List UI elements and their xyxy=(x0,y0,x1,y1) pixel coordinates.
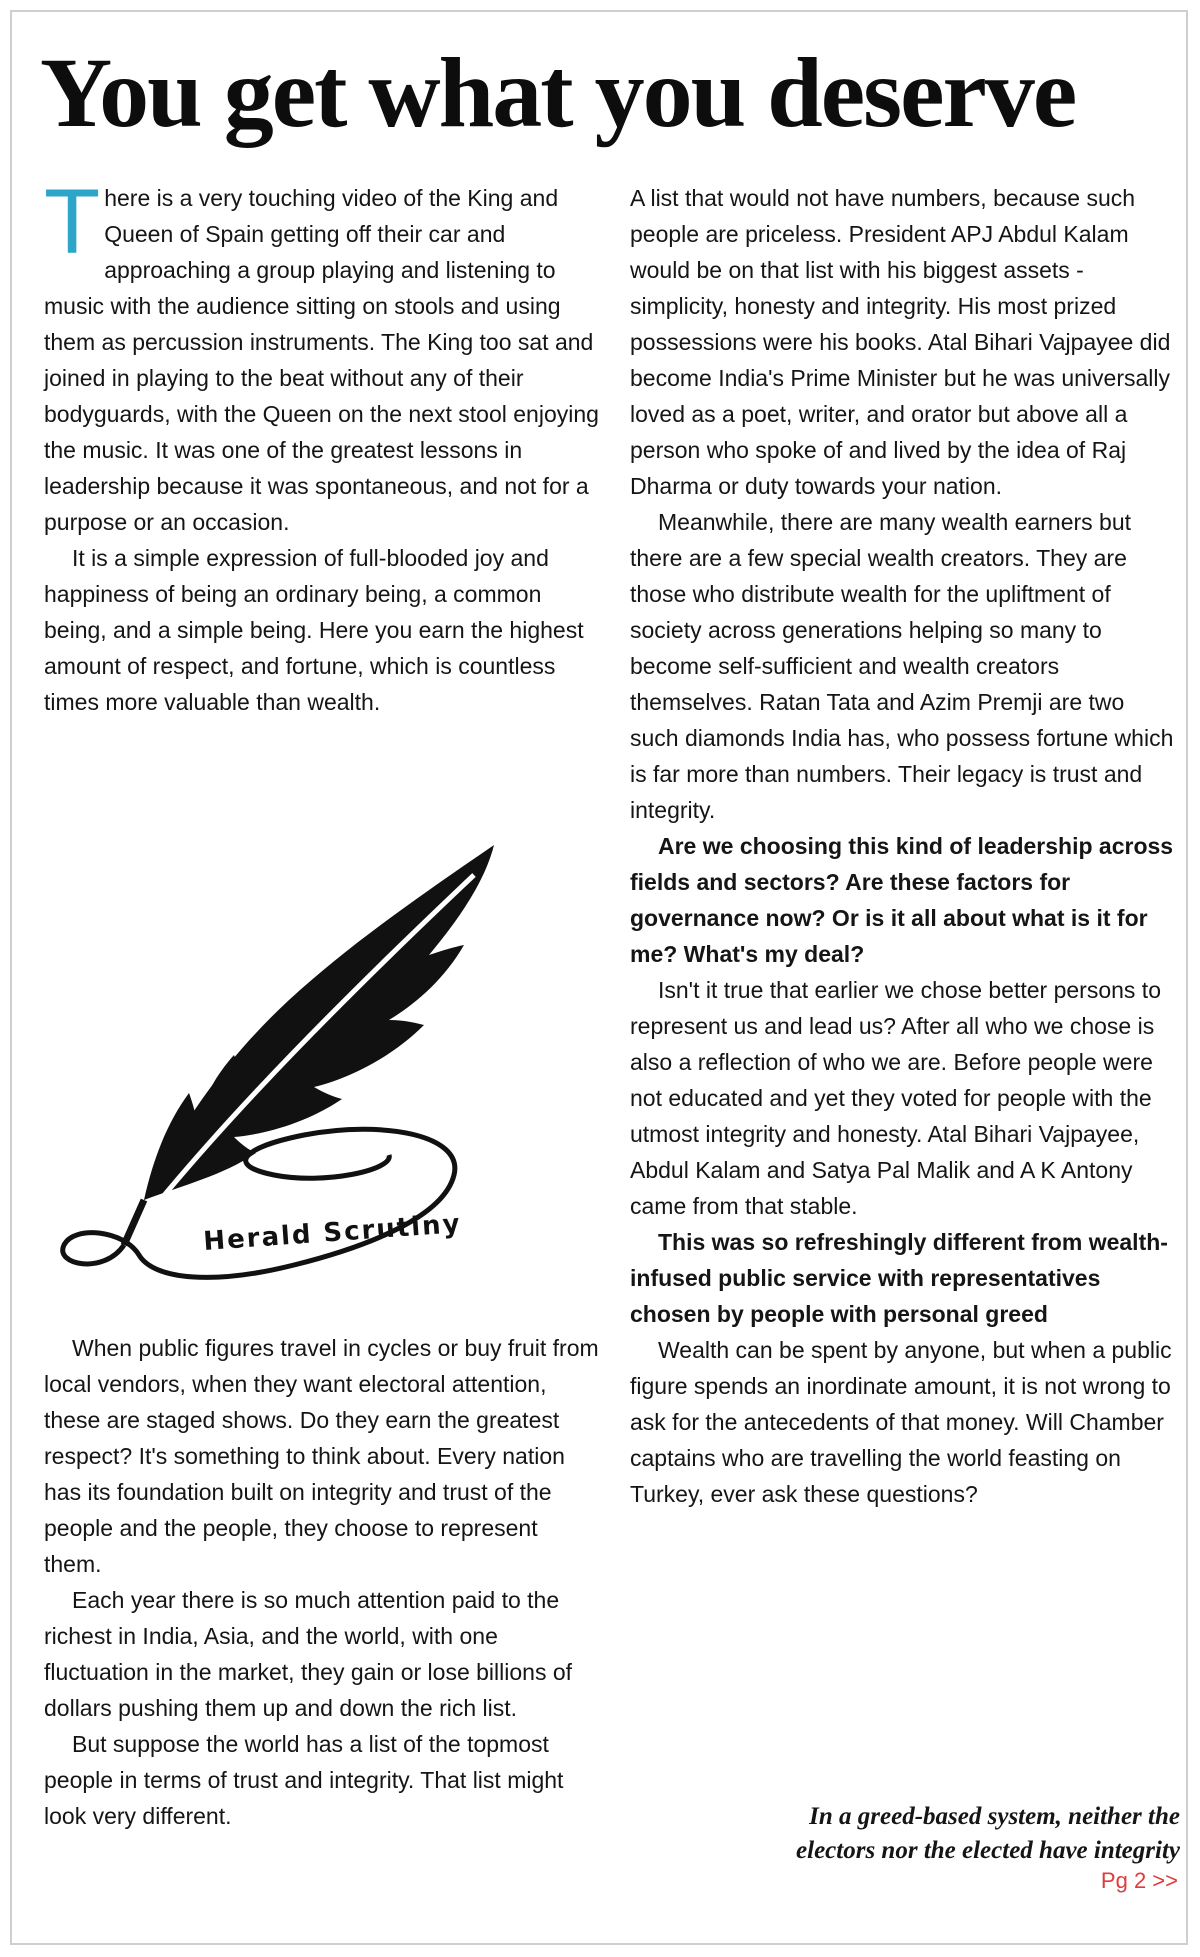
intro-paragraph xyxy=(44,171,599,540)
paragraph: But suppose the world has a list of the topmost people in terms of trust and integrity. That list might look very different. xyxy=(44,1731,564,1829)
bold-paragraph: This was so refreshingly different from wealth-infused public service with representatives chosen by people with personal greed xyxy=(630,1229,1168,1327)
herald-scrutiny-logo xyxy=(44,835,584,1305)
paragraph: Meanwhile, there are many wealth earners but there are a few special wealth creators. They are those who distribute wealth for the upliftment of society across generations helping so many to become self-sufficient and wealth creators themselves. Ratan Tata and Azim Premji are two such diamonds India has, who possess fortune which is far more than numbers. Their legacy is trust and integrity. xyxy=(630,509,1174,823)
pull-quote-line: In a greed-based system, neither the xyxy=(809,1803,1180,1830)
bold-paragraph: Are we choosing this kind of leadership across fields and sectors? Are these factors for governance now? Or is it all about what is it for me? What's my deal? xyxy=(630,833,1174,967)
quill-feather-icon xyxy=(44,835,584,1305)
paragraph: When public figures travel in cycles or buy fruit from local vendors, when they want electoral attention, these are staged shows. Do they earn the greatest respect? It's something to think about. Every nation has its foundation built on integrity and trust of the people and the people, they choose to represent them. xyxy=(44,1335,599,1577)
headline: You get what you deserve xyxy=(40,37,1076,148)
paragraph: A list that would not have numbers, because such people are priceless. President APJ Abdul Kalam would be on that list with his biggest assets - simplicity, honesty and integrity. His most prized possessions were his books. Atal Bihari Vajpayee did become India's Prime Minister but he was universally loved as a poet, writer, and orator but above all a person who spoke of and lived by the idea of Raj Dharma or duty towards your nation. xyxy=(630,185,1171,499)
logo-text: Herald Scrutiny xyxy=(202,1209,463,1257)
left-column-lower xyxy=(44,1330,599,1834)
pull-quote-line: electors nor the elected have integrity xyxy=(796,1837,1180,1864)
left-column xyxy=(44,171,599,720)
pull-quote xyxy=(630,1800,1180,1868)
intro-text: here is a very touching video of the King and Queen of Spain getting off their car and approaching a group playing and listening to music with the audience sitting on stools and using them as percussion instruments. The King too sat and joined in playing to the beat without any of their bodyguards, with the Queen on the next stool enjoying the music. It was one of the greatest lessons in leadership because it was spontaneous, and not for a purpose or an occasion. xyxy=(44,185,599,535)
drop-cap: T xyxy=(44,171,101,273)
paragraph: Wealth can be spent by anyone, but when a public figure spends an inordinate amount, it is not wrong to ask for the antecedents of that money. Will Chamber captains who are travelling the world feasting on Turkey, ever ask these questions? xyxy=(630,1337,1172,1507)
paragraph: Each year there is so much attention paid to the richest in India, Asia, and the world, with one fluctuation in the market, they gain or lose billions of dollars pushing them up and down the rich list. xyxy=(44,1587,573,1721)
paragraph: It is a simple expression of full-blooded joy and happiness of being an ordinary being, a common being, and a simple being. Here you earn the highest amount of respect, and fortune, which is countless times more valuable than wealth. xyxy=(44,545,584,715)
right-column xyxy=(630,180,1178,1512)
continued-on-page-link[interactable]: Pg 2 >> xyxy=(1100,1868,1178,1893)
paragraph: Isn't it true that earlier we chose better persons to represent us and lead us? After all who we chose is also a reflection of who we are. Before people were not educated and yet they voted for people with the utmost integrity and honesty. Atal Bihari Vajpayee, Abdul Kalam and Satya Pal Malik and A K Antony came from that stable. xyxy=(630,977,1161,1219)
